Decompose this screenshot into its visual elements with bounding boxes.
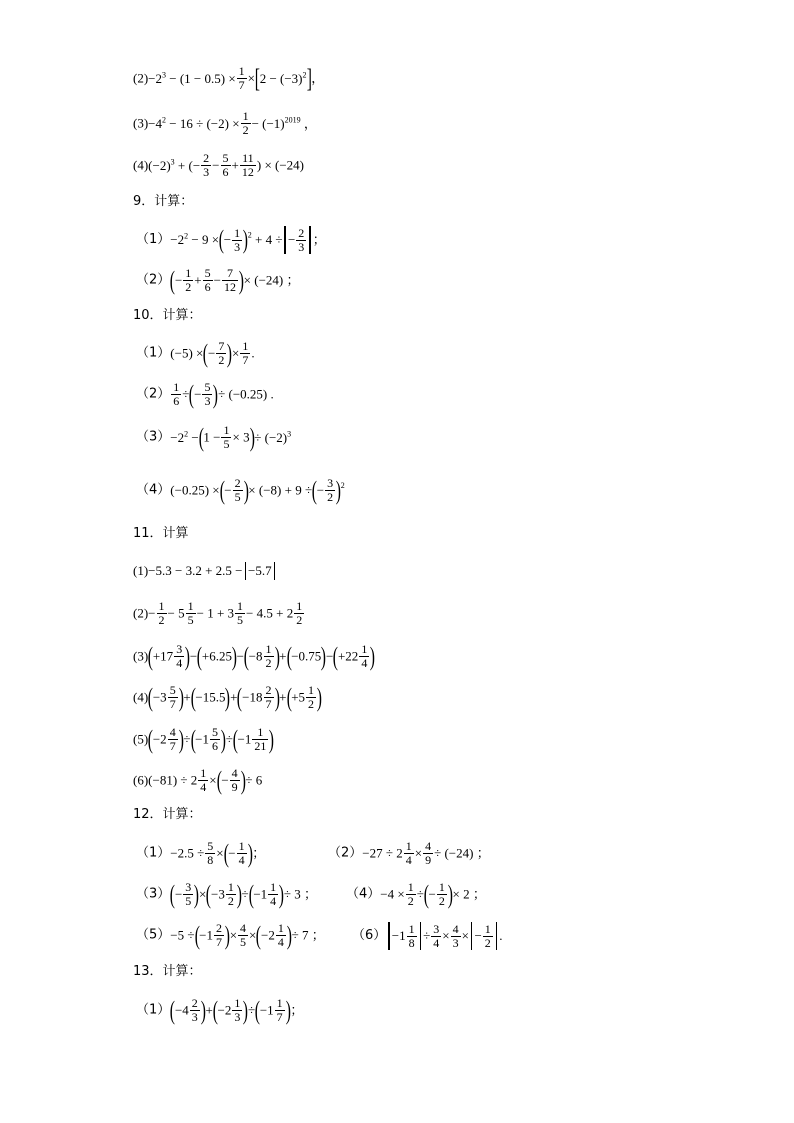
p12-item-3-label: （3） xyxy=(136,886,171,902)
p9-item-1: $(1)-2^2 - 9$ ×(− $\frac{1}{3}$ )$^2$ + 4 ÷ − $\frac{2}{3}$ ； xyxy=(136,225,326,254)
p10-item-1: （1）(−5) ×(− $\frac{7}{2}$ )× $\frac{1}{7}$ . xyxy=(136,338,255,368)
p10-item-3-label: （3） xyxy=(136,429,171,445)
p12-item-4-label: （4） xyxy=(346,886,381,902)
p8-item-4-label: (4) xyxy=(133,157,149,173)
p11-item-3: (3)(+17 $\frac{3}{4}$ )−(+6.25)−(−8 $\frac{1}{2}$ )+(−0.75)−(+22 $\frac{1}{4}$ ) xyxy=(133,641,376,671)
p11-item-4-label: (4) xyxy=(133,689,149,705)
p12-item-5-label: （5） xyxy=(136,927,171,943)
p11-item-2-label: (2) xyxy=(133,605,149,621)
p10-item-4: （4）(−0.25) ×(− $\frac{2}{5}$ )× (−8) + 9 ÷(− $\frac{3}{2}$ )$^2$ xyxy=(136,475,345,505)
p11-item-6-label: (6) xyxy=(133,772,149,788)
p9-item-1-label: （1） xyxy=(136,232,171,247)
p8-item-3: $(3)-4^2 - 16 \div (-2)$ × $\frac{1}{2}$ − $(-1)^{2019}$ ， xyxy=(133,109,317,137)
p13-heading: 13．计算： xyxy=(133,964,202,979)
p13-item-1: （1）(−4 $\frac{2}{3}$ )+(−2 $\frac{1}{3}$ )÷(−1 $\frac{1}{7}$ )； xyxy=(136,995,304,1025)
p10-item-4-label: （4） xyxy=(136,482,171,498)
p10-item-2: （2） $\frac{1}{6}$ ÷(− $\frac{5}{3}$ )÷ (−0.25) . xyxy=(136,379,274,409)
p12-item-2: （2）−27 ÷ 2 $\frac{1}{4}$ × $\frac{4}{9}$ ÷ (−24) ； xyxy=(328,839,490,867)
p10-heading: 10．计算： xyxy=(133,308,202,323)
p11-item-6: (6)(−81) ÷ 2 $\frac{1}{4}$ ×(− $\frac{4}{9}$ )÷ 6 xyxy=(133,765,263,795)
p12-item-5: （5）−5 ÷(−1 $\frac{2}{7}$ )× $\frac{4}{5}$ ×(−2 $\frac{1}{4}$ )÷ 7 ； xyxy=(136,920,325,950)
p8-item-4: $(4)(-2)^3$ + (− $\frac{2}{3}$ − $\frac{5}{6}$ + $\frac{11}{12}$ ) × (−24) xyxy=(133,151,305,179)
p12-item-4: （4）−4 × $\frac{1}{2}$ ÷(− $\frac{1}{2}$ )× 2 ； xyxy=(346,879,486,909)
p12-item-6: （6） −1 $\frac{1}{8}$ ÷ $\frac{3}{4}$ × $\frac{4}{3}$ × − $\frac{1}{2}$ . xyxy=(352,921,503,950)
p9-heading: 9．计算： xyxy=(133,194,194,209)
p11-item-4: (4)(−3 $\frac{5}{7}$ )+(−15.5)+(−18 $\frac{2}{7}$ )+(+5 $\frac{1}{2}$ ) xyxy=(133,682,322,712)
p10-item-3: $(3)-2^2 -(1$ − $\frac{1}{5}$ × $3)\div (-2)^3$ xyxy=(136,422,292,452)
p13-item-1-label: （1） xyxy=(136,1002,171,1018)
p11-item-2: (2)− $\frac{1}{2}$ − 5 $\frac{1}{5}$ − 1 + 3 $\frac{1}{5}$ − 4.5 + 2 $\frac{1}{2}$ xyxy=(133,599,303,627)
p8-item-2-label: (2) xyxy=(133,70,149,86)
p12-item-3: （3）(− $\frac{3}{5}$ )×(−3 $\frac{1}{2}$ )÷(−1 $\frac{1}{4}$ )÷ 3 ； xyxy=(136,879,317,909)
p11-item-1: (1)−5.3 − 3.2 + 2.5 − −5.7 xyxy=(133,560,277,581)
p9-item-2-label: （2） xyxy=(136,272,171,288)
p9-item-2: （2）(− $\frac{1}{2}$ + $\frac{5}{6}$ − $\frac{7}{12}$ )× (−24) ； xyxy=(136,265,300,295)
p12-item-1-label: （1） xyxy=(136,845,171,861)
p12-item-6-label: （6） xyxy=(352,928,387,943)
p11-item-5-label: (5) xyxy=(133,731,149,747)
p10-item-2-label: （2） xyxy=(136,386,171,402)
p10-item-1-label: （1） xyxy=(136,345,171,361)
p11-item-5: (5)(−2 $\frac{4}{7}$ )÷(−1 $\frac{5}{6}$ )÷(−1 $\frac{1}{21}$ ) xyxy=(133,724,275,754)
p11-item-1-label: (1) xyxy=(133,563,149,579)
p12-heading: 12．计算： xyxy=(133,807,202,822)
p12-item-1: （1）−2.5 ÷ $\frac{5}{8}$ ×(− $\frac{1}{4}$ )； xyxy=(136,838,266,868)
p12-item-2-label: （2） xyxy=(328,845,363,861)
p8-item-2: $(2)-2^3 - (1 - 0.5)$ × $\frac{1}{7}$ $\times[2 - (-3)^2]$， xyxy=(133,63,325,93)
p11-item-3-label: (3) xyxy=(133,648,149,664)
p11-heading: 11．计算 xyxy=(133,526,189,541)
p8-item-3-label: (3) xyxy=(133,115,149,131)
